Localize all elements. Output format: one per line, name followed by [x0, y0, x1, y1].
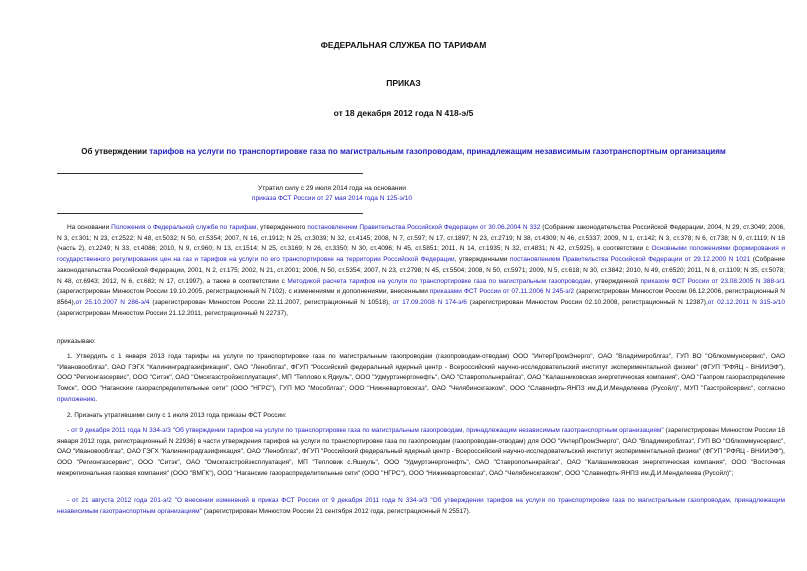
item-1-text: 1. Утвердить с 1 января 2013 года тарифы на услуги по транспортировке газа по магистральным газопроводам (газопроводам-отводам) ООО "ИнтерПромЭнерго", ОАО "Владимироблгаз", ГУП ВО "Облкоммунсервис", ОАО "Ивановооблгаз", ОАО ГЭГХ "Калининградгазификация", ОАО "Леноблгаз", ФГУП "Российский федеральный ядерный центр - Всероссийский научно-исследовательский институт экспериментальной физики" (ФГУП "РФЯЦ - ВНИИЭФ"), ООО "Регионгазсервис", ООО "Ситэк", ОАО "Омскгазстройэксплуатация", МП "Теплово к.Ядкуль", ООО "Удмуртэнергонефть", ОАО "Ставропольнкрайгаз", ОАО "Калашниковская энергетическая компания", ОАО "Газпром газораспределение Томск", ООО "Нaганские газораспределительные сети" (ООО "НГРС"), ГУП МО "Мособлгаз", ООО "Нижневартовскгаз", ОАО "Челябинскгазком", ООО "Славнефть-ЯНПЗ им.Д.И.Менделеева (Русойл)", МУП "Газстройсервис", согласно: [57, 353, 785, 393]
basis-text: (зарегистрирован Минюстом России 02.10.2008, регистрационный N 12387),: [466, 298, 708, 306]
order-286-link[interactable]: от 25.10.2007 N 286-э/4: [75, 298, 150, 306]
divider-top: [57, 173, 363, 174]
lapse-note-text: Утратил силу с 29 июля 2014 года на основании: [258, 185, 406, 192]
divider-bottom: [57, 213, 363, 214]
basis-text: (зарегистрирован Минюстом России 19.10.2005, регистрационный N 7102), с изменениями и дополнениями, внесенными: [57, 288, 430, 296]
lapse-note-link[interactable]: приказа ФСТ России от 27 мая 2014 года N 125-э/10: [251, 195, 413, 202]
agency-heading: ФЕДЕРАЛЬНАЯ СЛУЖБА ПО ТАРИФАМ: [320, 40, 487, 50]
basis-paragraph: [57, 223, 785, 331]
repealed-order-2-text: (зарегистрирован Минюстом России 21 сентября 2012 года, регистрационный N 25517).: [201, 507, 471, 515]
order-334-link[interactable]: от 9 декабря 2011 года N 334-э/3 "Об утверждении тарифов на услуги по транспортировке газа по магистральным газопроводам, принадлежащим независимым газотранспортным организациям": [71, 427, 664, 434]
basis-text: (Собрание законодательства Российской Федерации, 2004, N 29, ст.3049; 2006, N 3, ст.301; N 23, ст.2522; N 48, ст.5032; N 50, ст.5354; 2007, N 16, ст.1912; N 25, ст.3039; N 32, ст.4145; 2008, N 7, ст.597; N 17, ст.1897; N 23, ст.2719; N 38, ст.4309; N 46, ст.5337; 2009, N 1, ст.142; N 3, ст.378; N 6, ст.738; N 9, ст.1119; N 18 (часть 2), ст.2249; N 33, ст.4086; 2010, N 9, ст.960; N 13, ст.1514; N 25, ст.3169; N 26, ст.3350; N 30, ст.4096; N 45, ст.5851; 2011, N 14, ст.1935; N 32, ст.4831; N 42, ст.5925), в соответствии с: [57, 224, 785, 253]
basis-text: (зарегистрирован Минюстом России 21.12.2011, регистрационный N 22737),: [57, 309, 289, 317]
item-1-end: .: [95, 395, 98, 403]
order-388-link[interactable]: приказом ФСТ России от 23.08.2005 N 388-э/1: [640, 277, 785, 285]
methodology-link[interactable]: Методикой расчета тарифов на услуги по транспортировке газа по магистральным газопроводам: [287, 277, 591, 285]
repealed-order-1: [57, 426, 785, 488]
basis-text: , утвержденного: [256, 224, 308, 231]
resolution-1021-link[interactable]: постановлением Правительства Российской Федерации от 29.12.2000 N 1021: [509, 256, 751, 264]
repealed-order-1-text: (зарегистрирован Минюстом России 18 января 2012 года, регистрационный N 22936) в части утверждения тарифов на услуги по транспортировке газа по газопроводам (газопроводам-отводам) для ООО "ИнтерПромЭнерго", ОАО "Владимироблгаз", ГУП ВО "Облкоммунсервис", ОАО "Ивановооблгаз", ОАО ГЭГХ "Калининградгазификация", ОАО "Леноблгаз", ФГУП "Российский федеральный ядерный центр - Всероссийский научно-исследовательский институт экспериментальной физики" (ФГУП "РФЯЦ - ВНИИЭФ"), ООО "Регионгазсервис", ООО "Ситэк", ОАО "Омскгазстройэксплуатация", МП "Тепловик с.Яшкуль", ООО "Удмуртэнергонефть", ОАО "Ставропольнкрайгаз", ОАО "Калашниковская энергетическая компания", ООО "Восточная межрегиональная газовая компания" (ООО "ВМГК"), ООО "Нaганские газораспределительные сети" (ООО "НГРС"), ООО "Нижневартовскгаз", ОАО "Челябинскгазком", ООО "Славнефть-ЯНПЗ им.Д.И.Менделеева (Русойл)";: [57, 427, 785, 477]
subject-link[interactable]: тарифов на услуги по транспортировке газа по магистральным газопроводам, принадлежащим независимым газотранспортным организациям: [149, 147, 726, 156]
basis-text: (зарегистрирован Минюстом России 22.11.2007, регистрационный N 10518),: [149, 298, 393, 306]
repealed-order-2: [57, 496, 785, 520]
basic-provisions-link[interactable]: Основными положениями формирования и государственного регулирования цен на газ и тарифов на услуги по его транспортировке на территории Российской Федерации: [57, 245, 785, 264]
basis-text: На основании: [67, 224, 112, 231]
basis-text: , утвержденной: [590, 277, 641, 285]
resolution-332-link[interactable]: постановлением Правительства Российской Федерации от 30.06.2004 N 332: [307, 224, 541, 231]
item-2: 2. Признать утратившими силу с 1 июля 2013 года приказы ФСТ России:: [67, 412, 287, 419]
regulation-link[interactable]: Положения о Федеральной службе по тарифам: [111, 224, 257, 231]
document-subject: [0, 147, 807, 156]
order-245-link[interactable]: приказами ФСТ России от 07.11.2006 N 245-э/2: [429, 288, 575, 296]
item-1: [57, 352, 785, 406]
document-date-number: от 18 декабря 2012 года N 418-э/5: [333, 108, 474, 118]
subject-prefix: Об утверждении: [81, 147, 150, 156]
order-word: приказываю:: [57, 338, 96, 345]
order-201-link[interactable]: от 21 августа 2012 года 201-э/2 "О внесении изменений в приказ ФСТ России от 9 декабря 2011 года N 334-э/3 "Об утверждении тарифов на услуги по транспортировке газа по магистральным газопроводам, принадлежащим независимым газотранспортным организациям": [57, 497, 785, 515]
dash-lead: -: [67, 497, 73, 504]
basis-text: (зарегистрирован Минюстом России 06.12.2006, регистрационный N 8564),: [57, 288, 785, 306]
document-type-heading: ПРИКАЗ: [386, 78, 421, 88]
lapse-note: [57, 184, 607, 204]
order-174-link[interactable]: от 17.09.2008 N 174-э/6: [392, 298, 467, 306]
basis-text: , утвержденными: [454, 256, 510, 264]
basis-text: (Собрание законодательства Российской Федерации, 2001, N 2, ст.175; 2002, N 21, ст.2001; 2006, N 50, ст.5354; 2007, N 23, ст.2798; N 45, ст.5504; 2008, N 50, ст.5971; 2009, N 5, ст.618; N 30, ст.3842; 2010, N 49, ст.6520; 2011, N 8, ст.1109; N 35, ст.5078; N 48, ст.6943; 2012, N 6, ст.682; N 17, ст.1997), а также в соответствии с: [57, 256, 785, 285]
dash-lead: -: [67, 427, 72, 434]
appendix-link[interactable]: приложению: [57, 395, 96, 403]
order-315-link[interactable]: от 02.12.2011 N 315-э/10: [707, 298, 785, 306]
